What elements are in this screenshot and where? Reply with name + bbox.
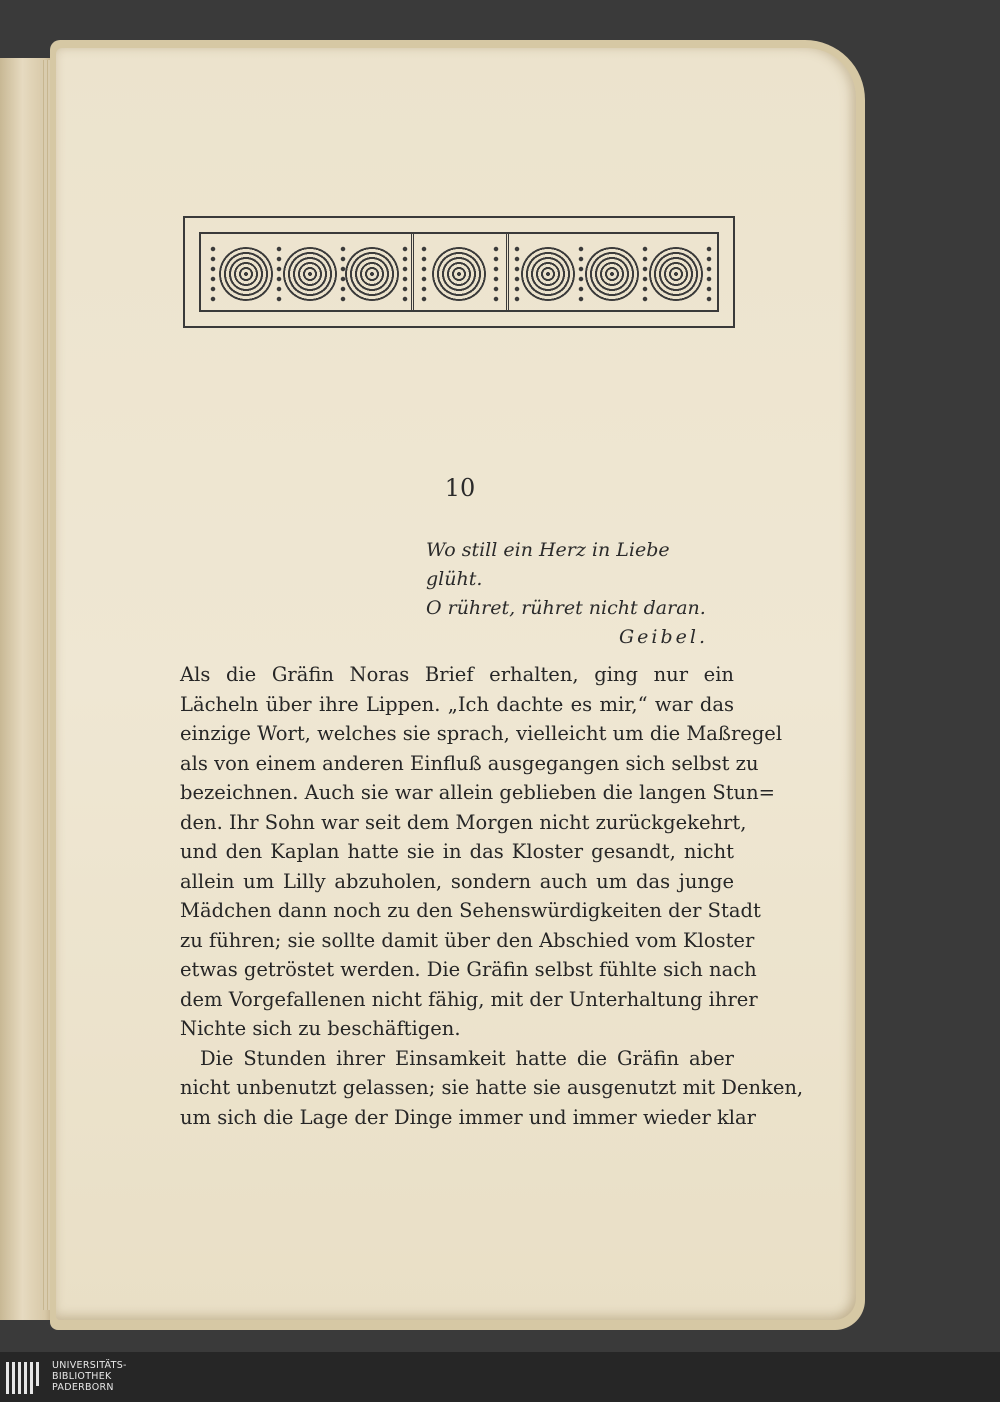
ornament-inner-frame (199, 232, 719, 312)
text-line: Mädchen dann noch zu den Sehenswürdigkeiten der Stadt (180, 899, 761, 922)
text-line: Als die Gräfin Noras Brief erhalten, ging nur ein (180, 663, 734, 686)
ornament-dots (641, 244, 649, 304)
ornament-ring (219, 247, 273, 301)
decorative-header-ornament (183, 216, 735, 328)
ornament-dots (492, 244, 500, 304)
logo-text-line: UNIVERSITÄTS- (52, 1360, 127, 1371)
epigraph-author: Geibel. (618, 626, 708, 648)
epigraph-line: O rühret, rühret nicht daran. (426, 597, 706, 619)
library-logo-text (52, 1360, 172, 1393)
text-line: Nichte sich zu beschäftigen. (180, 1017, 461, 1040)
ornament-ring (585, 247, 639, 301)
library-logo-icon (6, 1362, 44, 1394)
ornament-ring (432, 247, 486, 301)
text-line: und den Kaplan hatte sie in das Kloster gesandt, nicht (180, 840, 734, 863)
text-line: Lächeln über ihre Lippen. „Ich dachte es mir,“ war das (180, 692, 734, 716)
ornament-dots (577, 244, 585, 304)
ornament-ring (345, 247, 399, 301)
epigraph (400, 536, 708, 652)
ornament-dots (513, 244, 521, 304)
ornament-dots (705, 244, 713, 304)
chapter-body-text (180, 660, 804, 1132)
text-line: nicht unbenutzt gelassen; sie hatte sie ausgenutzt mit Denken, (180, 1076, 804, 1099)
ornament-panel-middle (414, 234, 509, 310)
text-line: dem Vorgefallenen nicht fähig, mit der Unterhaltung ihrer (180, 987, 758, 1011)
logo-text-line: BIBLIOTHEK (52, 1371, 112, 1382)
text-line: den. Ihr Sohn war seit dem Morgen nicht zurückgekehrt, (180, 810, 747, 834)
ornament-ring (649, 247, 703, 301)
ornament-dots (401, 244, 409, 304)
text-line: bezeichnen. Auch sie war allein geblieben die langen Stun= (180, 781, 775, 804)
text-line: als von einem anderen Einfluß ausgegangen sich selbst zu (180, 751, 759, 775)
ornament-panel-left (201, 234, 414, 310)
text-line: um sich die Lage der Dinge immer und immer wieder klar (180, 1105, 756, 1129)
text-line: einzige Wort, welches sie sprach, vielleicht um die Maßregel (180, 722, 783, 745)
text-line: etwas getröstet werden. Die Gräfin selbst fühlte sich nach (180, 958, 757, 981)
ornament-dots (275, 244, 283, 304)
ornament-ring (521, 247, 575, 301)
ornament-dots (209, 244, 217, 304)
logo-text-line: PADERBORN (52, 1382, 114, 1393)
library-footer-bar (0, 1352, 1000, 1402)
ornament-dots (420, 244, 428, 304)
text-line: allein um Lilly abzuholen, sondern auch um das junge (180, 869, 734, 893)
text-line: Die Stunden ihrer Einsamkeit hatte die Gräfin aber (200, 1046, 734, 1070)
ornament-ring (283, 247, 337, 301)
text-line: zu führen; sie sollte damit über den Abschied vom Kloster (180, 928, 755, 952)
epigraph-line: Wo still ein Herz in Liebe glüht. (426, 539, 670, 590)
chapter-number: 10 (444, 474, 476, 502)
ornament-panel-right (509, 234, 719, 310)
